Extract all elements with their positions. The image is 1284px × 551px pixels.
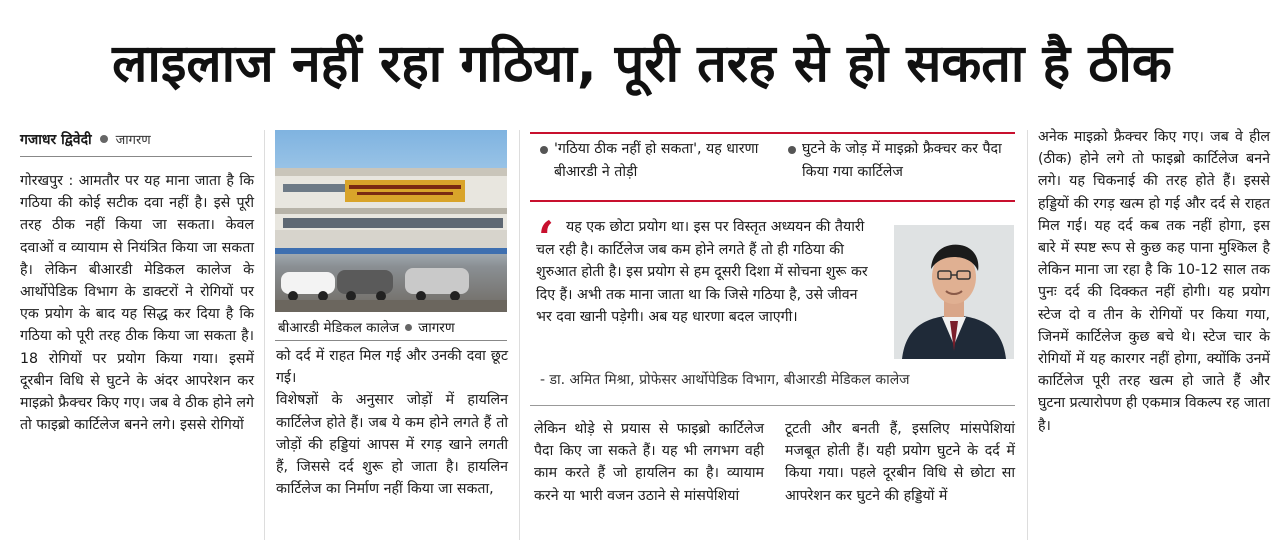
- highlights-top-rule: [530, 132, 1015, 134]
- article-paragraph: लेकिन थोड़े से प्रयास से फाइब्रो कार्टिलेज पैदा किए जा सकते हैं। यह भी लगभग वही काम करते हैं जो हायलिन का है। व्यायाम करने या भारी वजन उठाने से मांसपेशियां: [534, 421, 764, 504]
- column-divider: [1027, 130, 1028, 540]
- article-paragraph: विशेषज्ञों के अनुसार जोड़ों में हायलिन कार्टिलेज होते हैं। जब ये कम होने लगते हैं तो जोड़ों की हड्डियां आपस में रगड़ खाने लगती हैं, जिससे दर्द शुरू हो जाता है। हायलिन कार्टिलेज का निर्माण नहीं किया जा सकता,: [276, 392, 508, 498]
- doctor-portrait: [894, 225, 1014, 359]
- article-column-3: [534, 418, 764, 507]
- highlight-text: घुटने के जोड़ में माइक्रो फ्रैक्चर कर पैदा किया गया कार्टिलेज: [802, 141, 1002, 180]
- bullet-icon: [788, 146, 796, 154]
- headline: लाइलाज नहीं रहा गठिया, पूरी तरह से हो सकता है ठीक: [112, 33, 1172, 94]
- hospital-photo: [275, 130, 507, 312]
- caption-rule: [275, 340, 507, 341]
- photo-caption: [278, 316, 508, 338]
- article-paragraph: टूटती और बनती हैं, इसलिए मांसपेशियां मजबूत होती हैं। यही प्रयोग घुटने के दर्द में किया गया। पहले दूरबीन विधि से छोटा सा आपरेशन कर घुटने की हड्डियों में: [785, 421, 1015, 504]
- article-paragraph: गोरखपुर : आमतौर पर यह माना जाता है कि गठिया की कोई सटीक दवा नहीं है। इसे पूरी तरह ठीक नहीं किया जा सकता। केवल दवाओं व व्यायाम से नियंत्रित किया जा सकता है। लेकिन बीआरडी मेडिकल कालेज के आर्थोपेडिक विभाग के डाक्टरों ने रोगियों पर एक प्रयोग के बाद यह सिद्ध कर दिया है कि गठिया को पूरी तरह ठीक किया जा सकता है। 18 रोगियों पर प्रयोग किया गया। इसमें दूरबीन विधि से घुटने के अंदर आपरेशन कर माइक्रो फ्रैक्चर किए गए। जब वे ठीक होने लगे तो फाइब्रो कार्टिलेज बनने लगे। इससे रोगियों: [20, 173, 254, 434]
- article-column-1: [20, 170, 254, 436]
- quote-rule: [530, 405, 1015, 406]
- article-column-5: [1038, 126, 1270, 437]
- byline-rule: [20, 156, 252, 157]
- highlight-item: [788, 138, 1013, 184]
- highlights-bottom-rule: [530, 200, 1015, 202]
- bullet-dot-icon: [405, 324, 412, 331]
- column-divider: [519, 130, 520, 540]
- article-column-4: [785, 418, 1015, 507]
- article-paragraph: अनेक माइक्रो फ्रैक्चर किए गए। जब वे हील (ठीक) होने लगे तो फाइब्रो कार्टिलेज बनने लगे। यह चिकनाई की तरह होते हैं। इससे हड्डियों की रगड़ खत्म हो गई और दर्द से राहत मिल गई। यह दर्द कब तक नहीं होगा, इस बारे में स्पष्ट रूप से कुछ कह पाना मुश्किल है लेकिन माना जा रहा है कि 10-12 साल तक पुनः दर्द की दिक्कत नहीं होगी। यह प्रयोग स्टेज दो व तीन के रोगियों पर किया गया, जिनमें कार्टिलेज कुछ बचे थे। स्टेज चार के रोगियों में यह कारगर नहीं होगा, क्योंकि उनमें कार्टिलेज पूरी तरह खत्म हो जाते हैं और घुटना प्रत्यारोपण ही एकमात्र विकल्प रह जाता है।: [1038, 129, 1270, 434]
- bullet-icon: [540, 146, 548, 154]
- photo-caption-source: जागरण: [418, 320, 455, 336]
- highlight-item: [540, 138, 765, 184]
- byline: [20, 126, 252, 152]
- byline-source: जागरण: [115, 133, 151, 148]
- quote-author: - डा. अमित मिश्रा, प्रोफेसर आर्थोपेडिक विभाग, बीआरडी मेडिकल कालेज: [540, 372, 910, 388]
- bullet-dot-icon: [100, 135, 108, 143]
- highlight-text: 'गठिया ठीक नहीं हो सकता', यह धारणा बीआरडी ने तोड़ी: [554, 141, 759, 180]
- quote-mark-icon: ‘: [538, 211, 555, 265]
- byline-author: गजाधर द्विवेदी: [20, 131, 92, 148]
- quote-text: यह एक छोटा प्रयोग था। इस पर विस्तृत अध्ययन की तैयारी चल रही है। कार्टिलेज जब कम होने लगते हैं तो ही गठिया की शुरुआत होती है। इस प्रयोग से हम दूसरी दिशा में सोचना शुरू कर दिए हैं। अभी तक माना जाता था कि जिसे गठिया है, उसे जीवन भर दवा खानी पड़ेगी। अब यह धारणा बदल जाएगी।: [536, 219, 868, 325]
- article-paragraph: को दर्द में राहत मिल गई और उनकी दवा छूट गई।: [276, 348, 508, 387]
- photo-caption-text: बीआरडी मेडिकल कालेज: [278, 320, 400, 336]
- column-divider: [264, 130, 265, 540]
- article-column-2: [276, 345, 508, 500]
